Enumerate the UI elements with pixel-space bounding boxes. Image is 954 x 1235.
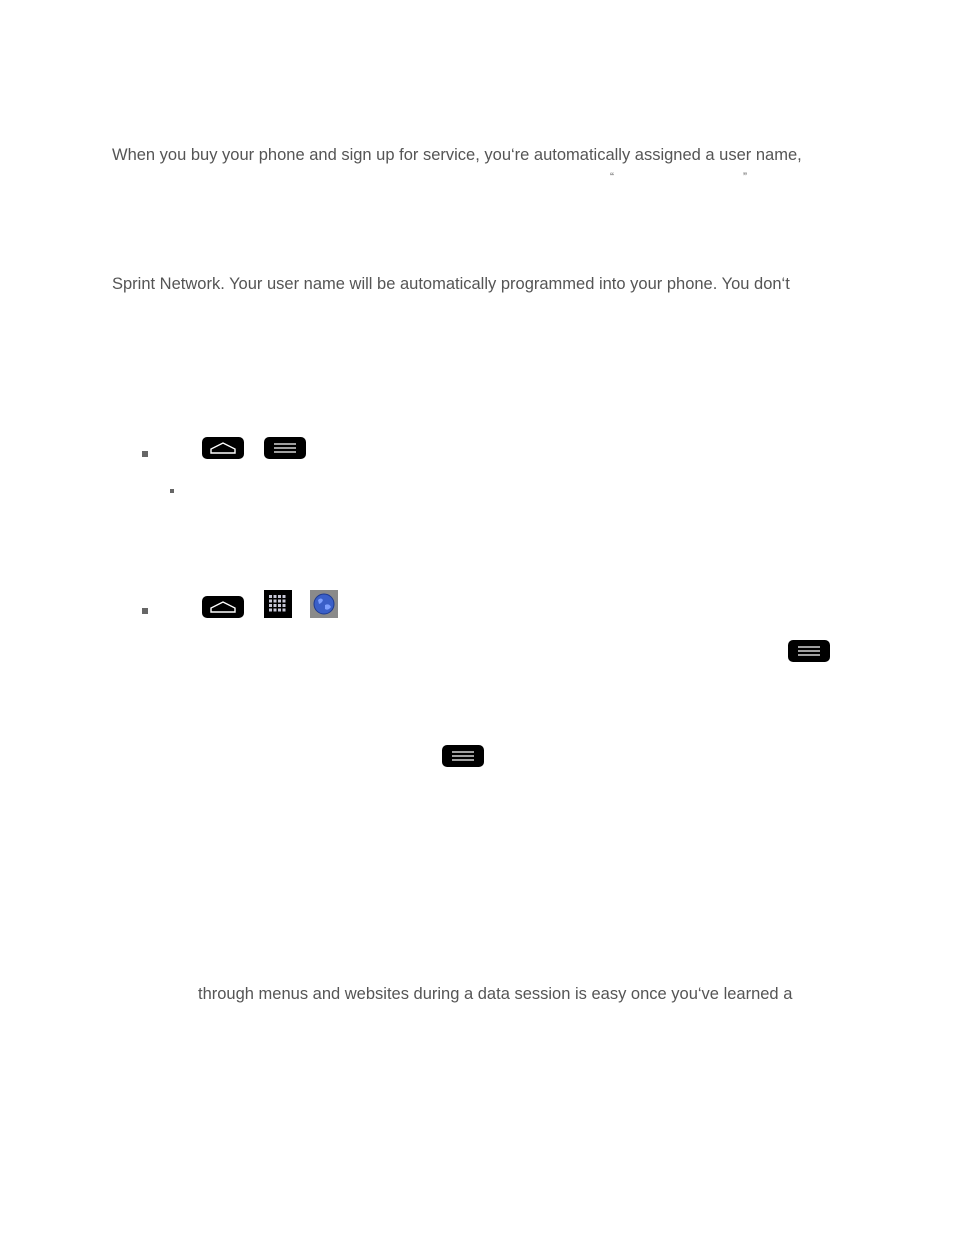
step-bullet <box>142 451 148 457</box>
browser-globe-icon <box>310 590 338 618</box>
paragraph-line-navigation: through menus and websites during a data session is easy once you‘ve learned a <box>198 985 793 1003</box>
menu-key-icon <box>788 640 830 662</box>
menu-key-icon <box>442 745 484 767</box>
sub-step-bullet <box>170 489 174 493</box>
home-key-icon <box>202 437 244 459</box>
apps-grid-icon <box>264 590 292 618</box>
menu-key-icon <box>264 437 306 459</box>
open-quote: “ <box>610 170 614 184</box>
close-quote: ” <box>743 170 747 184</box>
step-bullet <box>142 608 148 614</box>
paragraph-line-network: Sprint Network. Your user name will be automatically programmed into your phone. You don‘t <box>112 275 790 293</box>
home-key-icon <box>202 596 244 618</box>
paragraph-line-username: When you buy your phone and sign up for service, you‘re automatically assigned a user name, <box>112 146 802 164</box>
